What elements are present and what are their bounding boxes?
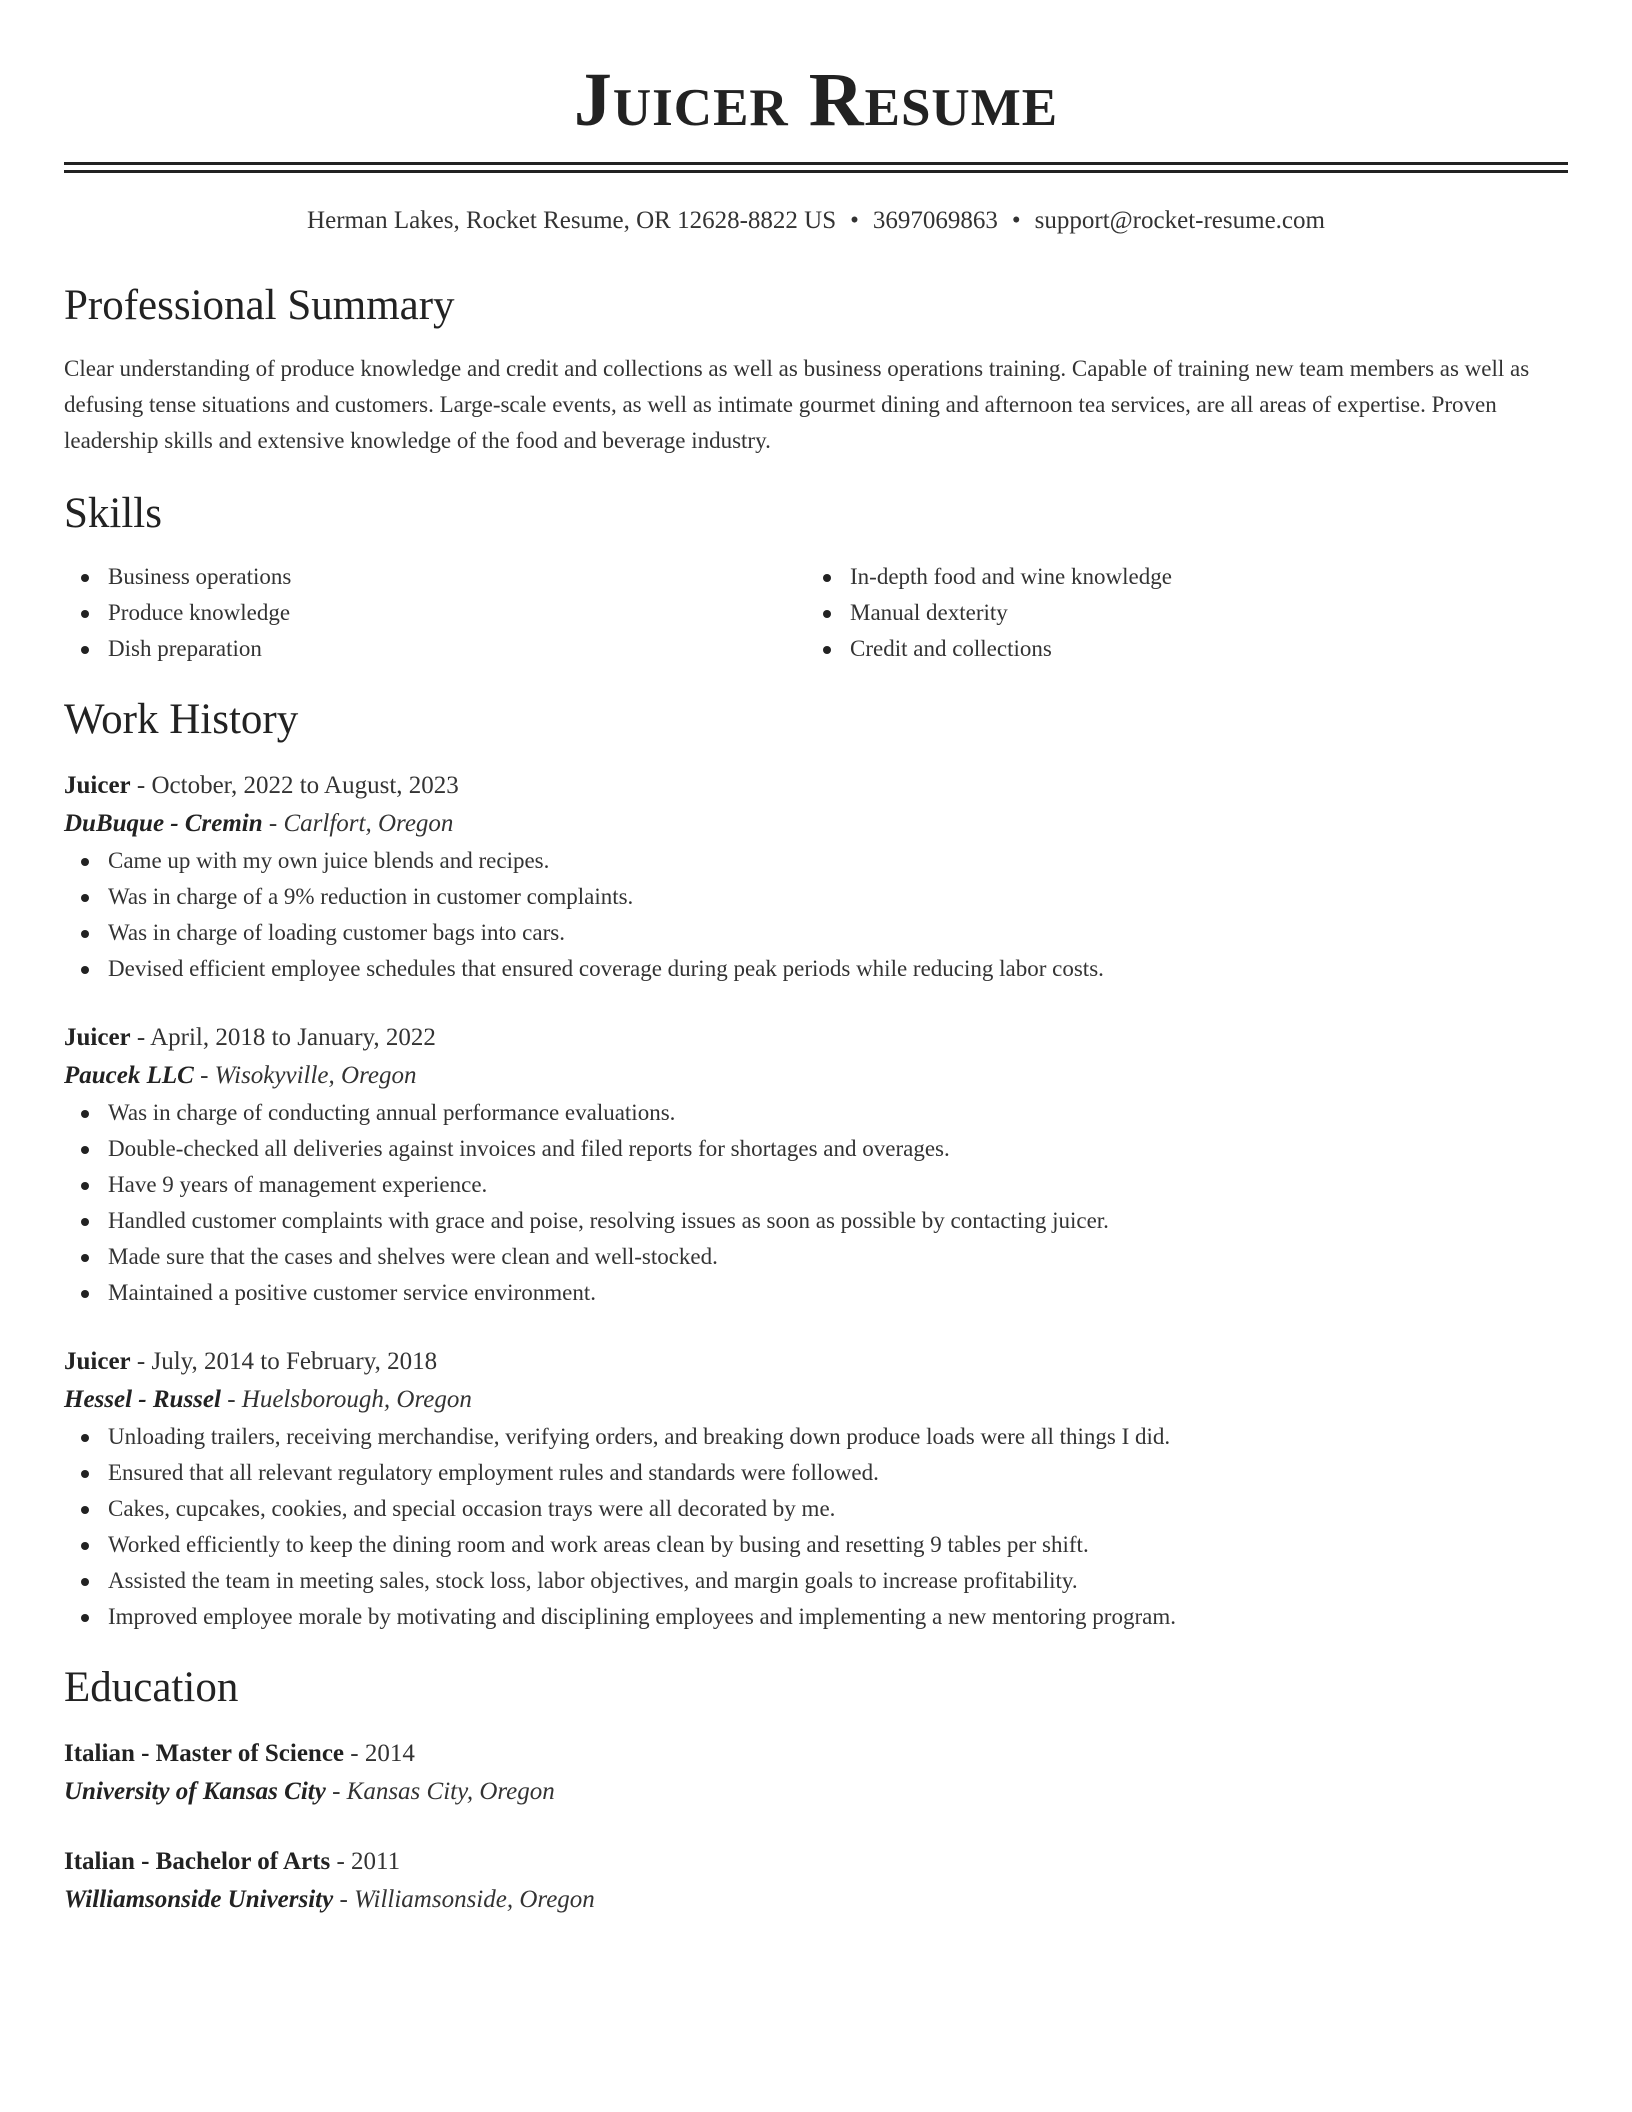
- job-duties-list: [64, 843, 1568, 987]
- job-role: Juicer: [64, 1024, 131, 1051]
- job-duty-item: Devised efficient employee schedules that ensured coverage during peak periods while reducing labor costs.: [64, 951, 1568, 987]
- job-company: Hessel - Russel: [64, 1386, 221, 1413]
- job-employer-line: [64, 1057, 1568, 1095]
- skills-heading: Skills: [64, 490, 162, 537]
- title-double-rule: [64, 162, 1568, 173]
- education-header: [64, 1843, 1568, 1881]
- skill-item: In-depth food and wine knowledge: [806, 559, 1548, 595]
- job-duty-item: Was in charge of conducting annual performance evaluations.: [64, 1095, 1568, 1131]
- education-school: Williamsonside University: [64, 1886, 334, 1913]
- contact-phone: 3697069863: [872, 207, 998, 234]
- work-history-heading: Work History: [64, 696, 299, 743]
- job-duty-item: Worked efficiently to keep the dining room and work areas clean by busing and resetting 9 tables per shift.: [64, 1527, 1568, 1563]
- job-company: DuBuque - Cremin: [64, 810, 263, 837]
- contact-line: [64, 205, 1568, 237]
- skills-left-column: [64, 559, 806, 667]
- education-year: 2011: [351, 1848, 401, 1875]
- education-year: 2014: [364, 1740, 415, 1767]
- dash-separator: -: [130, 1024, 151, 1051]
- contact-email: support@rocket-resume.com: [1034, 207, 1325, 234]
- job-role: Juicer: [64, 1348, 131, 1375]
- job-duty-item: Came up with my own juice blends and recipes.: [64, 843, 1568, 879]
- job-company: Paucek LLC: [64, 1062, 194, 1089]
- resume-title: Juicer Resume: [573, 58, 1059, 142]
- job-entry: [64, 1019, 1568, 1311]
- skill-item: Produce knowledge: [64, 595, 806, 631]
- job-header: [64, 767, 1568, 805]
- dash-separator: -: [330, 1848, 352, 1875]
- summary-text: Clear understanding of produce knowledge and credit and collections as well as business operations training. Capable of training new team members as well as defusing tense situations and customers. Large-scale events, as well as intimate gourmet dining and afternoon tea services, are all areas of expertise. Proven leadership skills and extensive knowledge of the food and beverage industry.: [64, 356, 1530, 453]
- job-header: [64, 1019, 1568, 1057]
- job-duty-item: Improved employee morale by motivating and disciplining employees and implementing a new mentoring program.: [64, 1599, 1568, 1635]
- education-school-line: [64, 1773, 1568, 1811]
- summary-heading: Professional Summary: [64, 282, 455, 329]
- job-duty-item: Was in charge of loading customer bags into cars.: [64, 915, 1568, 951]
- job-role: Juicer: [64, 772, 131, 799]
- dash-separator: -: [130, 1348, 152, 1375]
- job-duties-list: [64, 1419, 1568, 1635]
- dash-separator: -: [220, 1386, 242, 1413]
- job-location: Carlfort, Oregon: [283, 810, 454, 837]
- job-employer-line: [64, 1381, 1568, 1419]
- job-duty-item: Unloading trailers, receiving merchandise, verifying orders, and breaking down produce loads were all things I did.: [64, 1419, 1568, 1455]
- education-location: Kansas City, Oregon: [346, 1778, 555, 1805]
- contact-separator: •: [850, 207, 859, 234]
- job-employer-line: [64, 805, 1568, 843]
- job-dates: October, 2022 to August, 2023: [151, 772, 459, 799]
- dash-separator: -: [325, 1778, 347, 1805]
- job-duty-item: Handled customer complaints with grace and poise, resolving issues as soon as possible by contacting juicer.: [64, 1203, 1568, 1239]
- education-heading: Education: [64, 1664, 239, 1711]
- dash-separator: -: [130, 772, 152, 799]
- education-entry: [64, 1843, 1568, 1919]
- job-duty-item: Double-checked all deliveries against invoices and filed reports for shortages and overages.: [64, 1131, 1568, 1167]
- dash-separator: -: [344, 1740, 365, 1767]
- job-duty-item: Have 9 years of management experience.: [64, 1167, 1568, 1203]
- job-entry: [64, 767, 1568, 987]
- skills-grid: [64, 559, 1568, 667]
- skills-right-column: [806, 559, 1548, 667]
- skill-item: Business operations: [64, 559, 806, 595]
- education-entry: [64, 1735, 1568, 1811]
- dash-separator: -: [333, 1886, 355, 1913]
- skill-item: Credit and collections: [806, 631, 1548, 667]
- education-school: University of Kansas City: [64, 1778, 326, 1805]
- job-dates: April, 2018 to January, 2022: [150, 1024, 436, 1051]
- job-header: [64, 1343, 1568, 1381]
- job-location: Wisokyville, Oregon: [214, 1062, 417, 1089]
- contact-address: Herman Lakes, Rocket Resume, OR 12628-8822 US: [307, 207, 837, 234]
- education-degree: Italian - Bachelor of Arts: [64, 1848, 331, 1875]
- job-duty-item: Cakes, cupcakes, cookies, and special occasion trays were all decorated by me.: [64, 1491, 1568, 1527]
- job-entry: [64, 1343, 1568, 1635]
- dash-separator: -: [193, 1062, 215, 1089]
- dash-separator: -: [262, 810, 284, 837]
- education-degree: Italian - Master of Science: [64, 1740, 345, 1767]
- job-duty-item: Made sure that the cases and shelves were clean and well-stocked.: [64, 1239, 1568, 1275]
- education-header: [64, 1735, 1568, 1773]
- education-location: Williamsonside, Oregon: [354, 1886, 595, 1913]
- skill-item: Dish preparation: [64, 631, 806, 667]
- job-duty-item: Maintained a positive customer service environment.: [64, 1275, 1568, 1311]
- contact-separator: •: [1011, 207, 1021, 234]
- job-duty-item: Assisted the team in meeting sales, stock loss, labor objectives, and margin goals to increase profitability.: [64, 1563, 1568, 1599]
- skill-item: Manual dexterity: [806, 595, 1548, 631]
- education-school-line: [64, 1881, 1568, 1919]
- job-duties-list: [64, 1095, 1568, 1311]
- job-dates: July, 2014 to February, 2018: [151, 1348, 438, 1375]
- job-location: Huelsborough, Oregon: [241, 1386, 472, 1413]
- job-duty-item: Ensured that all relevant regulatory employment rules and standards were followed.: [64, 1455, 1568, 1491]
- job-duty-item: Was in charge of a 9% reduction in customer complaints.: [64, 879, 1568, 915]
